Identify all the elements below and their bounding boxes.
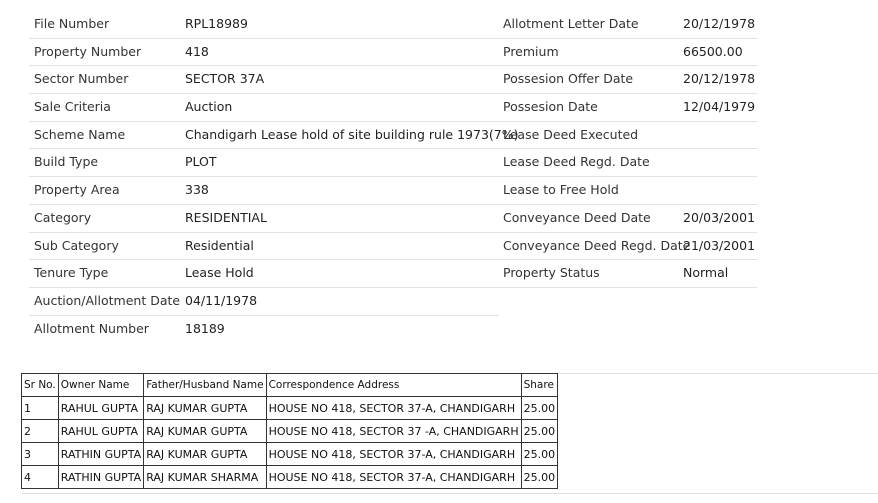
detail-label: Conveyance Deed Date <box>503 209 651 225</box>
cell-owner-name: RATHIN GUPTA <box>58 443 143 466</box>
detail-label: Sub Category <box>34 237 119 253</box>
detail-label: Lease Deed Executed <box>503 126 639 142</box>
detail-value: RPL18989 <box>185 16 248 31</box>
cell-share: 25.00 <box>521 397 558 420</box>
cell-owner-name: RAHUL GUPTA <box>58 420 143 443</box>
cell-sr-no: 1 <box>22 397 59 420</box>
detail-row-possesion-offer-date <box>498 66 757 94</box>
detail-row-conveyance-deed-date <box>498 205 757 233</box>
column-header-correspondence-address: Correspondence Address <box>266 374 521 397</box>
detail-label: Sale Criteria <box>34 99 111 115</box>
detail-label: Property Number <box>34 43 142 59</box>
column-header-sr-no: Sr No. <box>22 374 59 397</box>
detail-value: Normal <box>683 265 729 281</box>
detail-label: Auction/Allotment Date <box>34 292 181 308</box>
table-row <box>22 443 558 466</box>
detail-label: Sector Number <box>34 71 129 87</box>
detail-label: Scheme Name <box>34 126 126 142</box>
detail-row-property-area <box>29 177 499 205</box>
detail-value: 418 <box>185 43 209 59</box>
detail-label: Tenure Type <box>34 265 109 281</box>
detail-value: Auction <box>185 99 233 115</box>
detail-label: Allotment Number <box>34 320 149 336</box>
cell-sr-no: 3 <box>22 443 59 466</box>
detail-label: Lease Deed Regd. Date <box>503 154 650 170</box>
cell-owner-name: RATHIN GUPTA <box>58 466 143 489</box>
detail-value: Lease Hold <box>185 265 254 281</box>
detail-row-file-number <box>29 11 499 39</box>
detail-row-lease-deed-regd-date <box>498 149 757 177</box>
detail-label: Property Area <box>34 182 120 198</box>
table-row <box>22 397 558 420</box>
detail-label: Possesion Offer Date <box>503 71 634 87</box>
divider <box>22 493 878 494</box>
detail-row-build-type <box>29 149 499 177</box>
detail-value: 04/11/1978 <box>185 292 258 308</box>
table-header-row <box>22 374 558 397</box>
cell-father-husband-name: RAJ KUMAR GUPTA <box>144 443 266 466</box>
detail-row-lease-to-free-hold <box>498 177 757 205</box>
detail-value: 338 <box>185 182 209 198</box>
cell-address: HOUSE NO 418, SECTOR 37-A, CHANDIGARH <box>266 397 521 420</box>
detail-label: Premium <box>503 43 559 59</box>
detail-label: Build Type <box>34 154 99 170</box>
detail-row-category <box>29 205 499 233</box>
detail-value: 20/12/1978 <box>683 16 756 31</box>
detail-row-scheme-name <box>29 122 519 150</box>
column-header-share: Share <box>521 374 558 397</box>
detail-label: Conveyance Deed Regd. Date <box>503 237 691 253</box>
cell-father-husband-name: RAJ KUMAR SHARMA <box>144 466 266 489</box>
detail-row-property-status <box>498 260 757 288</box>
detail-row-conveyance-deed-regd-date <box>498 233 757 261</box>
cell-owner-name: RAHUL GUPTA <box>58 397 143 420</box>
cell-sr-no: 4 <box>22 466 59 489</box>
detail-value: 66500.00 <box>683 43 743 59</box>
detail-value: 20/03/2001 <box>683 209 756 225</box>
cell-father-husband-name: RAJ KUMAR GUPTA <box>144 397 266 420</box>
detail-label: Allotment Letter Date <box>503 16 639 31</box>
cell-address: HOUSE NO 418, SECTOR 37-A, CHANDIGARH <box>266 466 521 489</box>
detail-label: Category <box>34 209 92 225</box>
cell-address: HOUSE NO 418, SECTOR 37-A, CHANDIGARH <box>266 443 521 466</box>
detail-row-property-number <box>29 39 499 67</box>
cell-sr-no: 2 <box>22 420 59 443</box>
detail-row-auction-allotment-date <box>29 288 499 316</box>
owners-table <box>21 373 558 489</box>
detail-row-sector-number <box>29 66 499 94</box>
detail-row-lease-deed-executed <box>498 122 757 150</box>
details-left-column <box>29 11 519 342</box>
detail-label: Property Status <box>503 265 600 281</box>
cell-share: 25.00 <box>521 420 558 443</box>
detail-value: RESIDENTIAL <box>185 209 267 225</box>
detail-value: Residential <box>185 237 254 253</box>
detail-row-premium <box>498 39 757 67</box>
cell-share: 25.00 <box>521 443 558 466</box>
detail-value: 21/03/2001 <box>683 237 756 253</box>
detail-row-sale-criteria <box>29 94 499 122</box>
table-row <box>22 420 558 443</box>
detail-value: SECTOR 37A <box>185 71 265 87</box>
detail-row-possesion-date <box>498 94 757 122</box>
cell-share: 25.00 <box>521 466 558 489</box>
detail-label: File Number <box>34 16 110 31</box>
cell-address: HOUSE NO 418, SECTOR 37 -A, CHANDIGARH <box>266 420 521 443</box>
table-row <box>22 466 558 489</box>
column-header-owner-name: Owner Name <box>58 374 143 397</box>
detail-value: 18189 <box>185 320 225 336</box>
detail-label: Lease to Free Hold <box>503 182 619 198</box>
detail-row-allotment-letter-date <box>498 11 757 39</box>
cell-father-husband-name: RAJ KUMAR GUPTA <box>144 420 266 443</box>
detail-label: Possesion Date <box>503 99 598 115</box>
detail-row-allotment-number <box>29 316 499 343</box>
detail-value: PLOT <box>185 154 217 170</box>
detail-value: 12/04/1979 <box>683 99 756 115</box>
detail-value: 20/12/1978 <box>683 71 756 87</box>
detail-row-tenure-type <box>29 260 499 288</box>
details-right-column <box>498 11 757 288</box>
detail-value: Chandigarh Lease hold of site building rule 1973(7%) <box>185 126 519 142</box>
detail-row-sub-category <box>29 233 499 261</box>
column-header-father-husband-name: Father/Husband Name <box>144 374 266 397</box>
